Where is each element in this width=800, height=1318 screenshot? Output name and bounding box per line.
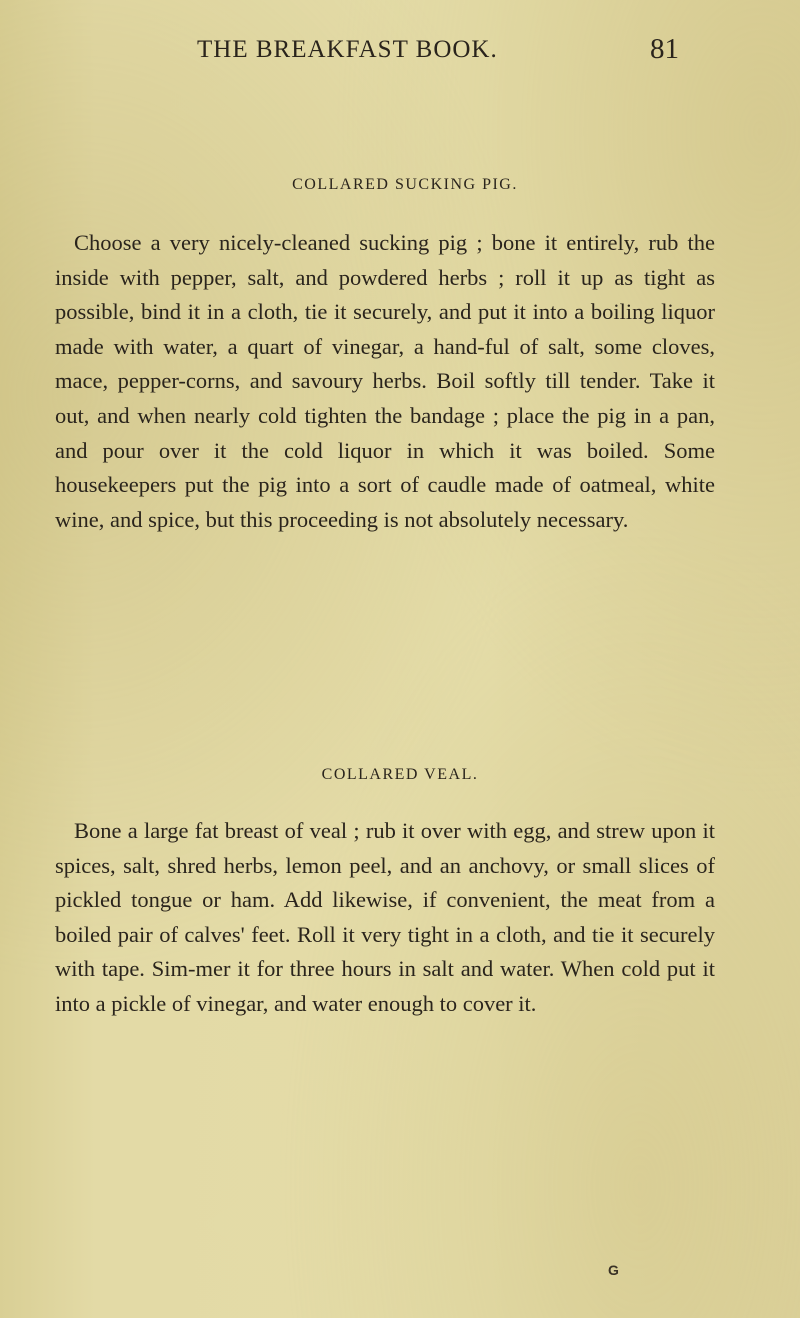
section-heading-collared-veal: COLLARED VEAL. bbox=[321, 766, 479, 783]
section-heading-collared-sucking-pig: COLLARED SUCKING PIG. bbox=[292, 176, 518, 193]
signature-mark: G bbox=[608, 1262, 619, 1278]
page-number: 81 bbox=[650, 33, 679, 65]
recipe-paragraph-collared-sucking-pig: Choose a very nicely-cleaned sucking pig ; bone it entirely, rub the inside with pepper, salt, and powdered herbs ; roll it up as tight as possible, bind it in a cloth, tie it securely, and put it into a boiling liquor made with water, a quart of vinegar, a hand-ful of salt, some cloves, mace, pepper-corns, and savoury herbs. Boil softly till tender. Take it out, and when nearly cold tighten the bandage ; place the pig in a pan, and pour over it the cold liquor in which it was boiled. Some housekeepers put the pig into a sort of caudle made of oatmeal, white wine, and spice, but this proceeding is not absolutely necessary. bbox=[55, 230, 715, 532]
recipe-paragraph-collared-veal: Bone a large fat breast of veal ; rub it over with egg, and strew upon it spices, salt, shred herbs, lemon peel, and an anchovy, or small slices of pickled tongue or ham. Add likewise, if convenient, the meat from a boiled pair of calves' feet. Roll it very tight in a cloth, and tie it securely with tape. Sim-mer it for three hours in salt and water. When cold put it into a pickle of vinegar, and water enough to cover it. bbox=[55, 818, 715, 1016]
running-head: THE BREAKFAST BOOK. bbox=[197, 36, 498, 63]
